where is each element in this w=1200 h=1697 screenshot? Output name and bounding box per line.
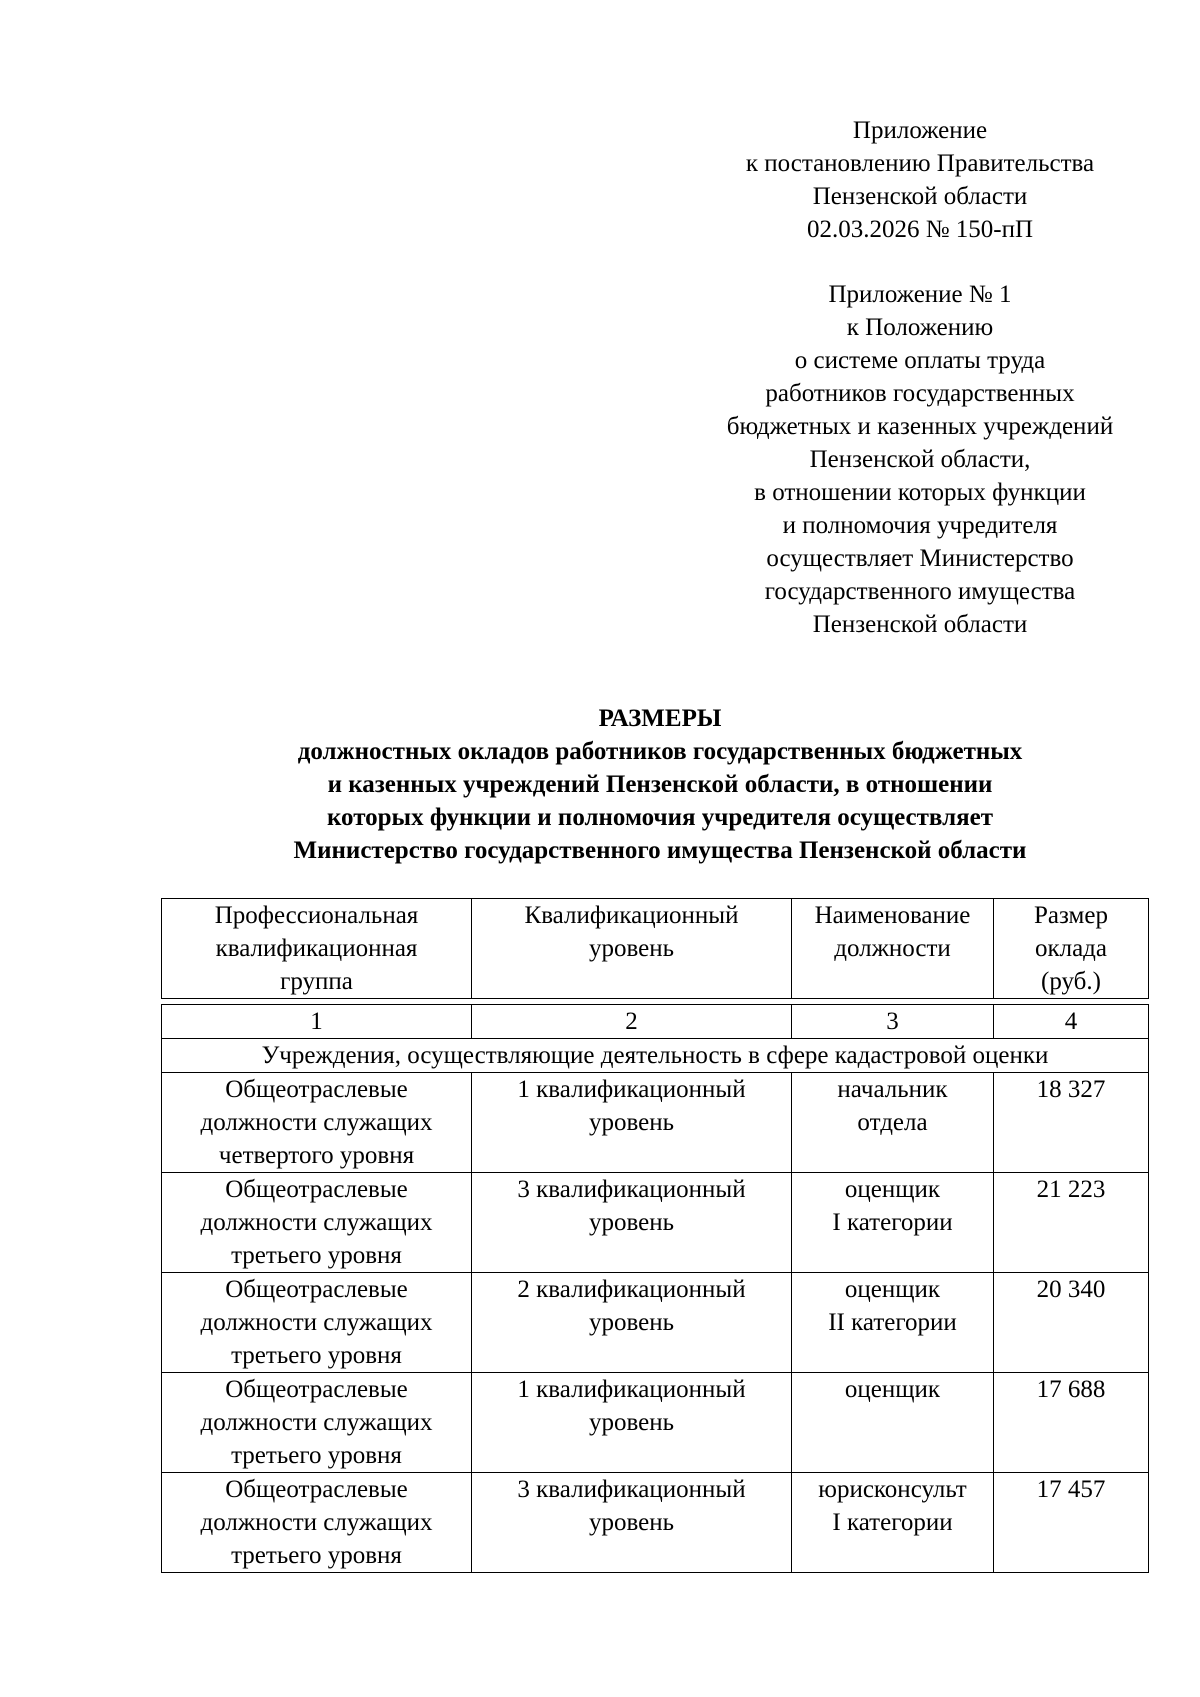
cell-line: I категории xyxy=(832,1209,953,1236)
table-row xyxy=(162,1373,1149,1473)
table-row xyxy=(162,1273,1149,1373)
table-row xyxy=(162,1173,1149,1273)
cell-line: отдела xyxy=(857,1109,928,1136)
cell-line: уровень xyxy=(588,1109,675,1136)
resolution-date-number: 02.03.2026 № 150-пП xyxy=(806,216,1034,243)
cell-line: начальник xyxy=(837,1076,948,1103)
cell-salary: 17 457 xyxy=(994,1473,1149,1573)
section-row xyxy=(162,1039,1149,1073)
cell-line: уровень xyxy=(588,1209,675,1236)
appendix-to-resolution xyxy=(660,114,1180,246)
salary-table-header xyxy=(161,898,1149,999)
cell-line: оценщик xyxy=(844,1376,941,1403)
header-line: оклада xyxy=(1034,935,1108,962)
appendix-line: к Положению xyxy=(846,314,994,341)
appendix-line: государственного имущества xyxy=(764,578,1076,605)
cell-salary: 20 340 xyxy=(994,1273,1149,1373)
cell-line: третьего уровня xyxy=(231,1442,402,1469)
cell-group xyxy=(162,1073,472,1173)
cell-line: Общеотраслевые xyxy=(225,1476,408,1503)
cell-line: оценщик xyxy=(844,1176,941,1203)
column-number: 2 xyxy=(472,1005,792,1039)
appendix-line: о системе оплаты труда xyxy=(794,347,1046,374)
appendix-line: Приложение № 1 xyxy=(828,281,1012,308)
cell-line: I категории xyxy=(832,1509,953,1536)
header-line: должности xyxy=(834,935,951,962)
cell-line: Общеотраслевые xyxy=(225,1276,408,1303)
appendix-line: работников государственных xyxy=(765,380,1075,407)
appendix-line: и полномочия учредителя xyxy=(782,512,1058,539)
cell-level xyxy=(472,1473,792,1573)
cell-line: должности служащих xyxy=(200,1109,433,1136)
appendix-to-regulation xyxy=(660,278,1180,641)
appendix-line: Пензенской области xyxy=(812,611,1028,638)
appendix-line: к постановлению Правительства xyxy=(745,150,1095,177)
title-subtitle-line: и казенных учреждений Пензенской области, в отношении xyxy=(327,771,993,798)
salary-table xyxy=(161,1004,1149,1573)
cell-line: уровень xyxy=(588,1409,675,1436)
cell-line: Общеотраслевые xyxy=(225,1376,408,1403)
cell-group xyxy=(162,1373,472,1473)
header-group xyxy=(162,899,472,999)
cell-position xyxy=(792,1273,994,1373)
cell-line: 2 квалификационный xyxy=(517,1276,746,1303)
header-line: Квалификационный xyxy=(524,902,739,929)
cell-line: 3 квалификационный xyxy=(517,1176,746,1203)
cell-line: четвертого уровня xyxy=(218,1142,415,1169)
header-line: Размер xyxy=(1034,902,1108,929)
cell-line: должности служащих xyxy=(200,1509,433,1536)
table-row xyxy=(162,1473,1149,1573)
appendix-line: в отношении которых функции xyxy=(754,479,1086,506)
cell-line: Общеотраслевые xyxy=(225,1176,408,1203)
header-line: Профессиональная xyxy=(214,902,419,929)
cell-level xyxy=(472,1373,792,1473)
appendix-line: Приложение xyxy=(852,117,988,144)
cell-line: должности служащих xyxy=(200,1209,433,1236)
cell-line: должности служащих xyxy=(200,1409,433,1436)
header-row xyxy=(162,899,1149,999)
cell-group xyxy=(162,1473,472,1573)
header-salary xyxy=(994,899,1149,999)
header-level xyxy=(472,899,792,999)
cell-group xyxy=(162,1173,472,1273)
column-number: 4 xyxy=(994,1005,1149,1039)
cell-line: уровень xyxy=(588,1309,675,1336)
table-row xyxy=(162,1073,1149,1173)
cell-line: 3 квалификационный xyxy=(517,1476,746,1503)
cell-salary: 18 327 xyxy=(994,1073,1149,1173)
cell-line: должности служащих xyxy=(200,1309,433,1336)
title-subtitle-line: которых функции и полномочия учредителя осуществляет xyxy=(326,804,994,831)
header-position xyxy=(792,899,994,999)
column-number: 1 xyxy=(162,1005,472,1039)
title-heading: РАЗМЕРЫ xyxy=(598,705,722,732)
column-number-row xyxy=(162,1005,1149,1039)
appendix-line: бюджетных и казенных учреждений xyxy=(726,413,1114,440)
cell-salary: 21 223 xyxy=(994,1173,1149,1273)
cell-line: уровень xyxy=(588,1509,675,1536)
cell-line: оценщик xyxy=(844,1276,941,1303)
cell-line: третьего уровня xyxy=(231,1242,402,1269)
cell-line: 1 квалификационный xyxy=(517,1376,746,1403)
appendix-line: Пензенской области, xyxy=(809,446,1031,473)
cell-level xyxy=(472,1273,792,1373)
cell-line: третьего уровня xyxy=(231,1542,402,1569)
document-title xyxy=(160,702,1160,867)
column-number: 3 xyxy=(792,1005,994,1039)
header-line: группа xyxy=(280,968,353,995)
cell-position xyxy=(792,1073,994,1173)
section-title: Учреждения, осуществляющие деятельность в сфере кадастровой оценки xyxy=(162,1039,1149,1073)
cell-group xyxy=(162,1273,472,1373)
cell-position xyxy=(792,1473,994,1573)
header-line: Наименование xyxy=(814,902,971,929)
cell-line: II категории xyxy=(828,1309,957,1336)
cell-line: третьего уровня xyxy=(231,1342,402,1369)
header-line: (руб.) xyxy=(1041,968,1101,995)
cell-position xyxy=(792,1373,994,1473)
cell-line: юрисконсульт xyxy=(818,1476,967,1503)
cell-level xyxy=(472,1073,792,1173)
cell-line: Общеотраслевые xyxy=(225,1076,408,1103)
header-line: квалификационная xyxy=(215,935,418,962)
cell-salary: 17 688 xyxy=(994,1373,1149,1473)
header-line: уровень xyxy=(588,935,675,962)
title-subtitle-line: должностных окладов работников государственных бюджетных xyxy=(297,738,1023,765)
cell-line: 1 квалификационный xyxy=(517,1076,746,1103)
cell-position xyxy=(792,1173,994,1273)
title-subtitle-line: Министерство государственного имущества Пензенской области xyxy=(293,837,1027,864)
appendix-line: осуществляет Министерство xyxy=(766,545,1074,572)
cell-level xyxy=(472,1173,792,1273)
appendix-line: Пензенской области xyxy=(812,183,1028,210)
